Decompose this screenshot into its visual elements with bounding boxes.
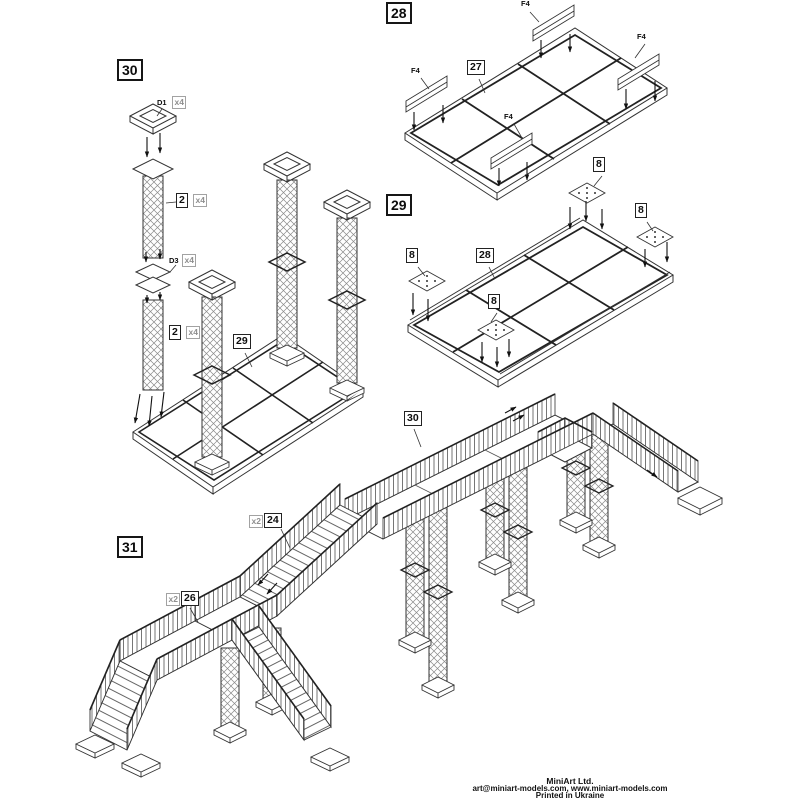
qty-badge-d1: x4	[172, 96, 186, 109]
step-number-29: 29	[386, 194, 412, 216]
qty-badge-2b: x4	[186, 326, 200, 339]
qty-badge-d3: x4	[182, 254, 196, 267]
step-number-28: 28	[386, 2, 412, 24]
subassembly-label-29: 29	[233, 334, 251, 349]
part-label-24: 24	[264, 513, 282, 528]
publisher-footer	[400, 777, 740, 800]
part-label-d3: D3	[169, 256, 179, 265]
part-label-8-center: 8	[488, 294, 500, 309]
callout-f4-bottom: F4	[504, 112, 513, 121]
step28-illustration	[405, 5, 667, 200]
part-label-8-right: 8	[635, 203, 647, 218]
qty-badge-2a: x4	[193, 194, 207, 207]
part-label-8-top: 8	[593, 157, 605, 172]
step30-illustration	[130, 104, 370, 494]
step29-illustration	[408, 176, 673, 387]
qty-badge-24: x2	[249, 515, 263, 528]
step-number-30: 30	[117, 59, 143, 81]
company-name: MiniArt Ltd.	[546, 776, 594, 786]
d3-joint-plates	[136, 264, 170, 293]
step-number-31: 31	[117, 536, 143, 558]
part-label-27: 27	[467, 60, 485, 75]
callout-f4-right: F4	[637, 32, 646, 41]
callout-f4-left: F4	[411, 66, 420, 75]
part-label-8-left: 8	[406, 248, 418, 263]
printed-line: Printed in Ukraine	[535, 791, 605, 800]
part-label-2a: 2	[176, 193, 188, 208]
subassembly-label-30: 30	[404, 411, 422, 426]
subassembly-label-28: 28	[476, 248, 494, 263]
part-label-d1: D1	[157, 98, 167, 107]
ramp-ground-pad	[678, 487, 722, 515]
contact-line: art@miniart-models.com, www.miniart-models.com	[472, 784, 668, 793]
part-label-26: 26	[181, 591, 199, 606]
qty-badge-26: x2	[166, 593, 180, 606]
callout-f4-top: F4	[521, 0, 530, 8]
column-top-plate	[133, 159, 173, 179]
part-label-2b: 2	[169, 325, 181, 340]
